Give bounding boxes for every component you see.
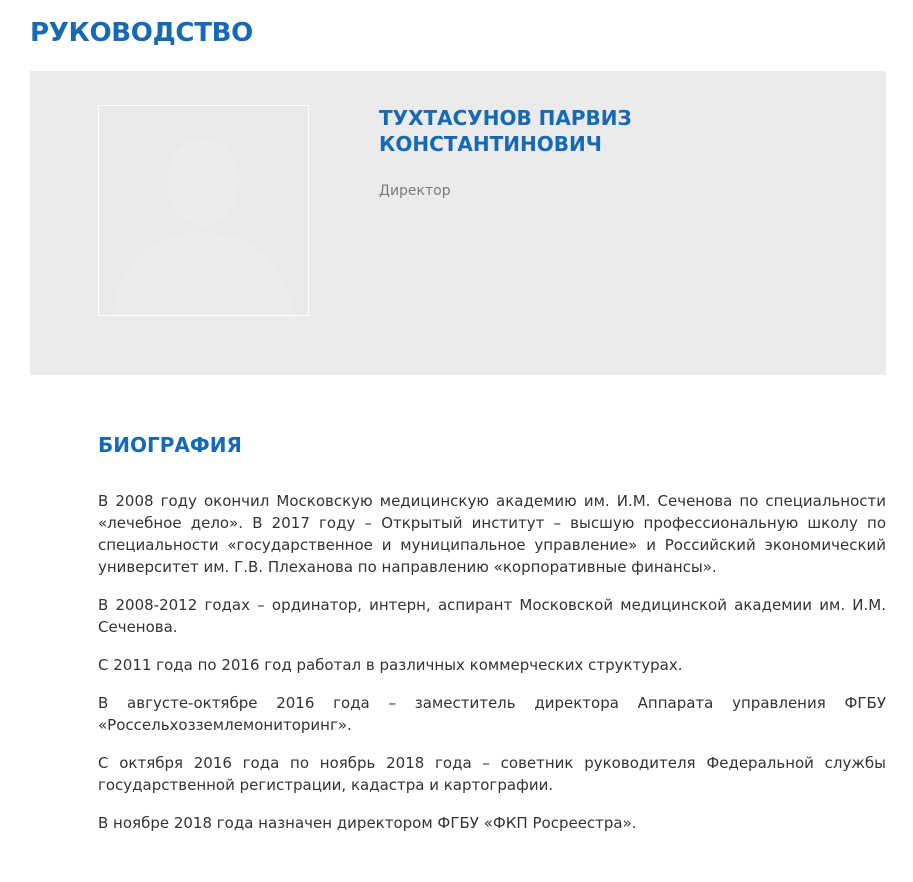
person-position: Директор: [379, 183, 451, 199]
profile-photo: [98, 105, 309, 316]
biography-paragraph: С октября 2016 года по ноябрь 2018 года – советник руководителя Федеральной службы государственной регистрации, кадастра и картографии.: [98, 754, 886, 794]
biography-paragraph: В 2008 году окончил Московскую медицинскую академию им. И.М. Сеченова по специальности «лечебное дело». В 2017 году – Открытый институт – высшую профессиональную школу по специальности «государственное и муниципальное управление» и Российский экономический университет им. Г.В. Плеханова по направлению «корпоративные финансы».: [98, 492, 886, 576]
page-title: РУКОВОДСТВО: [30, 18, 253, 48]
profile-card: [30, 71, 886, 375]
biography-title: БИОГРАФИЯ: [98, 433, 242, 457]
person-silhouette-icon: [99, 106, 308, 315]
biography-paragraph: В 2008-2012 годах – ординатор, интерн, аспирант Московской медицинской академии им. И.М. Сеченова.: [98, 596, 886, 636]
biography-paragraph: С 2011 года по 2016 год работал в различных коммерческих структурах.: [98, 656, 683, 674]
biography-paragraph: В августе-октябре 2016 года – заместитель директора Аппарата управления ФГБУ «Россельхозземлемониторинг».: [98, 694, 886, 734]
person-name: ТУХТАСУНОВ ПАРВИЗ КОНСТАНТИНОВИЧ: [379, 106, 632, 156]
biography-paragraph: В ноябре 2018 года назначен директором ФГБУ «ФКП Росреестра».: [98, 814, 637, 832]
biography-section: [98, 428, 886, 850]
